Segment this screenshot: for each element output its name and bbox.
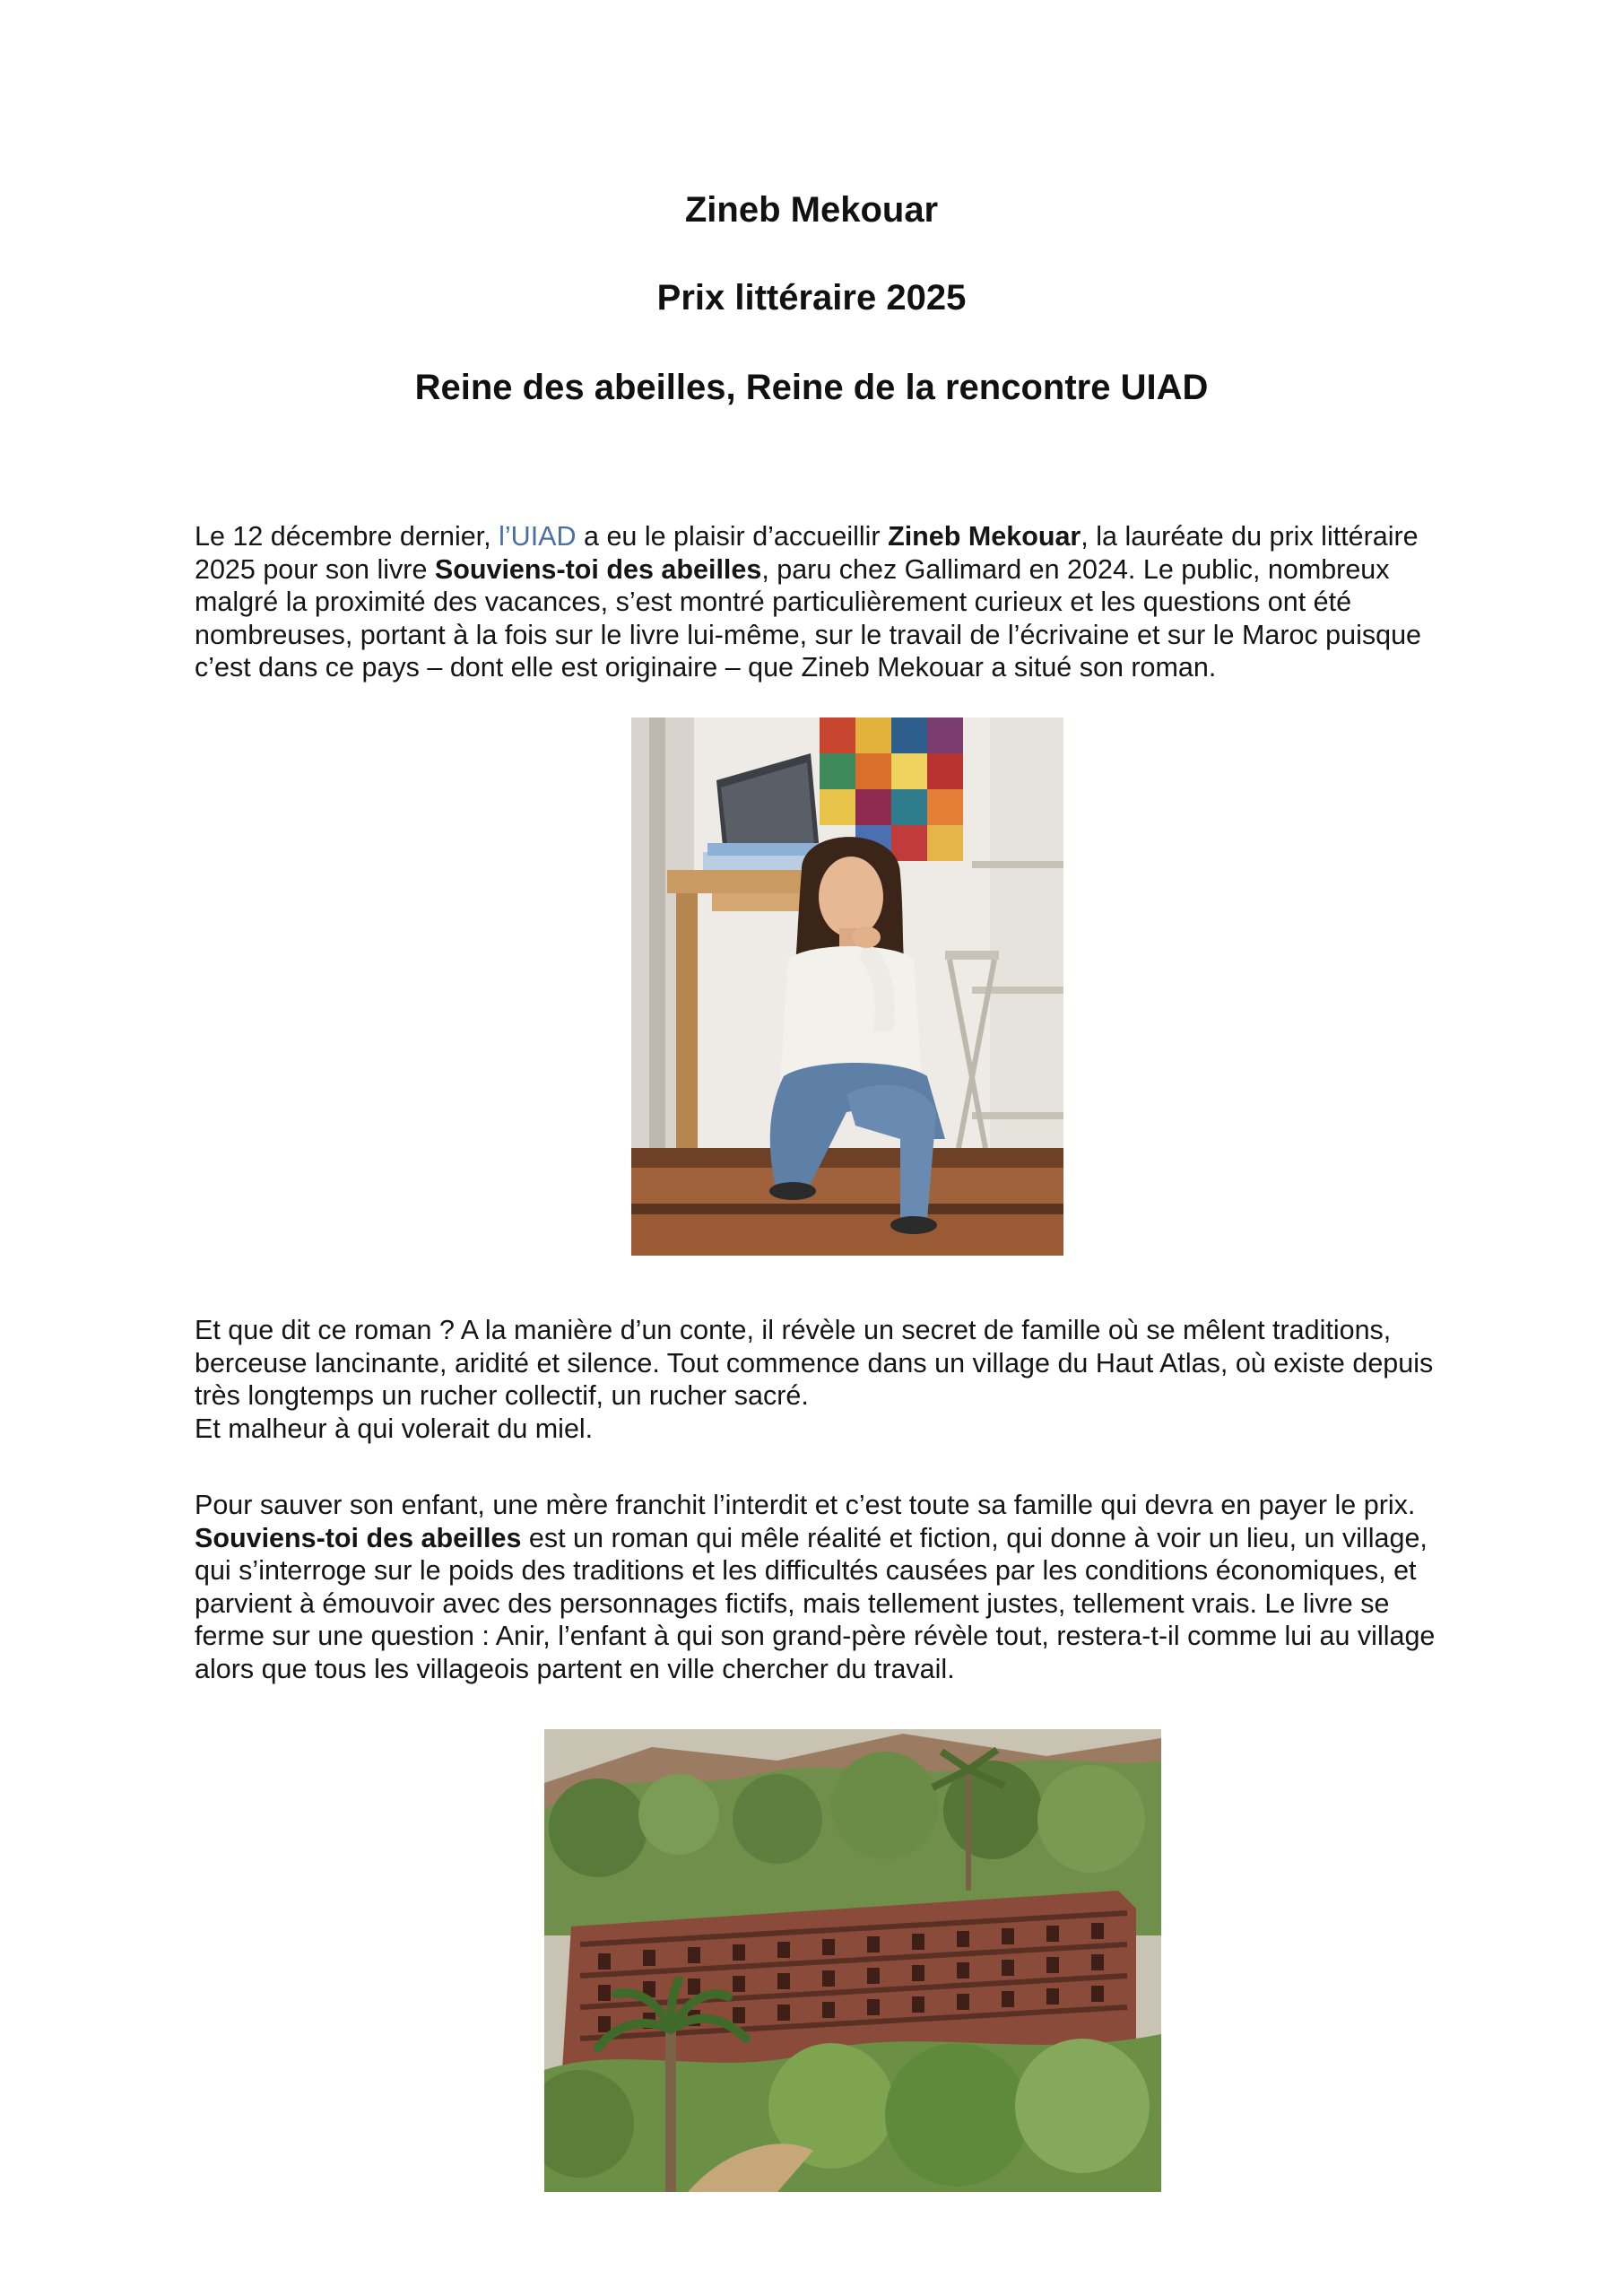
intro-text-2: a eu le plaisir d’accueillir [576, 521, 889, 552]
intro-text-1: Le 12 décembre dernier, [195, 521, 499, 552]
book-title: Souviens-toi des abeilles [434, 553, 762, 585]
story-text-last-line: Et malheur à qui volerait du miel. [195, 1413, 594, 1444]
intro-text-4: , paru chez Gallimard en 2024. Le public, nombreux malgré la proximité des vacances, s’est montré particulièrement curieux et les questions ont été nombreuses, portant à la fois sur le livre lui-même, sur le travail de l’écrivaine et sur le Maroc puisque c’est dans ce pays – dont elle est originaire – que Zineb Mekouar a situé son roman. [195, 553, 1422, 683]
intro-text-3: , la lauréate du prix littéraire 2025 pour son livre [195, 521, 1419, 585]
book-title-bold: Souviens-toi des abeilles [195, 1522, 522, 1553]
article-headline: Reine des abeilles, Reine de la rencontre UIAD [414, 368, 1209, 407]
prize-title: Prix littéraire 2025 [656, 278, 967, 317]
story-text: Et que dit ce roman ? A la manière d’un conte, il révèle un secret de famille où se mêlent traditions, berceuse lancinante, aridité et silence. Tout commence dans un village du Haut Atlas, où existe depuis très longtemps un rucher collectif, un rucher sacré. [195, 1315, 1434, 1412]
story-paragraph [195, 1314, 1450, 1445]
author-portrait-photo [631, 718, 1063, 1256]
summary-text-2: est un roman qui mêle réalité et fiction, qui donne à voir un lieu, un village, qui s’interroge sur le poids des traditions et les difficultés causées par les conditions économiques, et parvient à émouvoir avec des personnages fictifs, mais tellement justes, tellement vrais. Le livre se ferme sur une question : Anir, l’enfant à qui son grand-père révèle tout, restera-t-il comme lui au village alors que tous les villageois partent en ville chercher du travail. [195, 1522, 1436, 1684]
uiad-link[interactable]: l’UIAD [499, 521, 577, 552]
intro-paragraph [195, 520, 1450, 684]
summary-text-1: Pour sauver son enfant, une mère franchit l’interdit et c’est toute sa famille qui devra en payer le prix. [195, 1490, 1416, 1520]
author-title: Zineb Mekouar [684, 190, 939, 230]
author-name: Zineb Mekouar [888, 521, 1081, 552]
atlas-village-photo [544, 1729, 1161, 2192]
summary-paragraph [195, 1489, 1450, 1686]
